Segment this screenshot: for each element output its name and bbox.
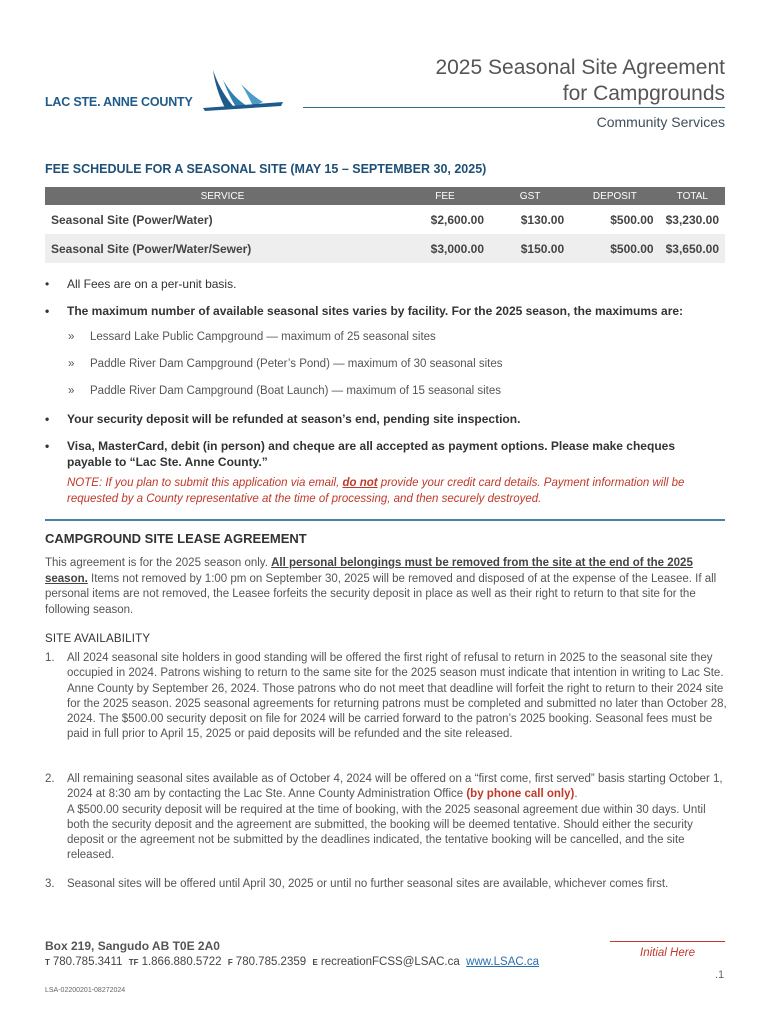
bullet-icon: • [45, 412, 50, 426]
bullet-icon: • [45, 439, 50, 453]
list-item: 3. Seasonal sites will be offered until April 30, 2025 or until no further seasonal sites are available, whichever comes first. [45, 878, 669, 890]
department-name: Community Services [596, 114, 725, 130]
footer-contacts: T 780.785.3411 TF 1.866.880.5722 F 780.785.2359 E recreationFCSS@LSAC.ca www.LSAC.ca [45, 956, 540, 968]
list-item: 1. All 2024 seasonal site holders in good standing will be offered the first right of refusal to return in 2025 to the seasonal site they occupied in 2024. Patrons wishing to return to the same site for the 2025 season must indicate that intention in writing to Lac Ste. Anne County by September 26, 2024. Those patrons who do not meet that deadline will forfeit the right to return to their 2024 site for the 2025 season. 2025 seasonal agreements for returning patrons must be completed and submitted no later than October 28, 2024. The $500.00 security deposit on file for 2024 will be carried forward to the patron’s 2025 booking. Seasonal fees must be paid in full prior to April 15, 2025 or paid deposits will be refunded and the site released. [45, 652, 727, 741]
col-service: SERVICE [45, 187, 400, 205]
col-gst: GST [490, 187, 570, 205]
org-name: LAC STE. ANNE COUNTY [45, 95, 193, 109]
list-item: » Paddle River Dam Campground (Peter’s Pond) — maximum of 30 seasonal sites [68, 358, 503, 370]
fee-schedule-heading: FEE SCHEDULE FOR A SEASONAL SITE (MAY 15 – SEPTEMBER 30, 2025) [45, 162, 487, 176]
fee-table [45, 187, 725, 263]
list-item: » Paddle River Dam Campground (Boat Launch) — maximum of 15 seasonal sites [68, 385, 501, 397]
gst-cell: $130.00 [520, 212, 565, 227]
fax-number: 780.785.2359 [235, 956, 307, 968]
section-divider [45, 519, 725, 521]
list-item: » Lessard Lake Public Campground — maximum of 25 seasonal sites [68, 331, 436, 343]
col-fee: FEE [400, 187, 490, 205]
title-line-2: for Campgrounds [562, 82, 725, 105]
chevron-right-icon: » [68, 331, 75, 343]
payment-note: NOTE: If you plan to submit this application via email, do not provide your credit card details. Payment information will be requested by a County representative at the time of processing, and then securely destroyed. [67, 477, 685, 505]
initial-line[interactable] [610, 941, 725, 942]
service-cell: Seasonal Site (Power/Water) [51, 212, 213, 227]
chevron-right-icon: » [68, 358, 75, 370]
document-title [435, 55, 725, 107]
form-code: LSA-02200201-08272024 [45, 987, 126, 994]
fee-cell: $3,000.00 [400, 234, 490, 263]
title-line-1: 2025 Seasonal Site Agreement [435, 56, 725, 79]
chevron-right-icon: » [68, 385, 75, 397]
tollfree-number: 1.866.880.5722 [141, 956, 222, 968]
deposit-cell: $500.00 [610, 212, 654, 227]
site-availability-heading: SITE AVAILABILITY [45, 633, 151, 645]
fee-table-header [45, 187, 725, 205]
county-logo-icon [203, 68, 285, 117]
initial-here-label: Initial Here [640, 947, 695, 959]
table-row [45, 205, 725, 234]
total-cell: $3,230.00 [665, 212, 719, 227]
email-link[interactable]: recreationFCSS@LSAC.ca [320, 956, 460, 968]
col-deposit: DEPOSIT [570, 187, 659, 205]
lease-intro: This agreement is for the 2025 season only. All personal belongings must be removed from the site at the end of the 2025 season. Items not removed by 1:00 pm on September 30, 2025 will be removed and disposed of at the expense of the Leasee. If all personal items are not removed, the Leasee forfeits the security deposit in place as well as their right to return to that site for the following season. [45, 557, 717, 616]
title-divider [303, 107, 725, 108]
phone-number: 780.785.3411 [52, 956, 123, 968]
lease-heading: CAMPGROUND SITE LEASE AGREEMENT [45, 531, 307, 546]
website-link[interactable]: www.LSAC.ca [466, 956, 540, 968]
table-row [45, 234, 725, 263]
fee-cell: $2,600.00 [430, 212, 485, 227]
col-total: TOTAL [660, 187, 725, 205]
deposit-cell: $500.00 [570, 234, 659, 263]
bullet-icon: • [45, 304, 50, 318]
service-cell: Seasonal Site (Power/Water/Sewer) [45, 234, 400, 263]
total-cell: $3,650.00 [660, 234, 725, 263]
gst-cell: $150.00 [490, 234, 570, 263]
bullet-icon: • [45, 277, 50, 291]
page-number: .1 [715, 969, 725, 981]
footer-address: Box 219, Sangudo AB T0E 2A0 [45, 939, 220, 953]
list-item: 2. All remaining seasonal sites available as of October 4, 2024 will be offered on a “first come, first served” basis starting October 1, 2024 at 8:30 am by contacting the Lac Ste. Anne County Administration Office (by phone call only). A $500.00 security deposit will be required at the time of booking, with the 2025 seasonal agreement due within 30 days. Until both the security deposit and the agreement are submitted, the booking will be deemed tentative. Should either the security deposit or the agreement not be submitted by the deadlines indicated, the tentative booking will be cancelled, and the site released. [45, 773, 723, 862]
